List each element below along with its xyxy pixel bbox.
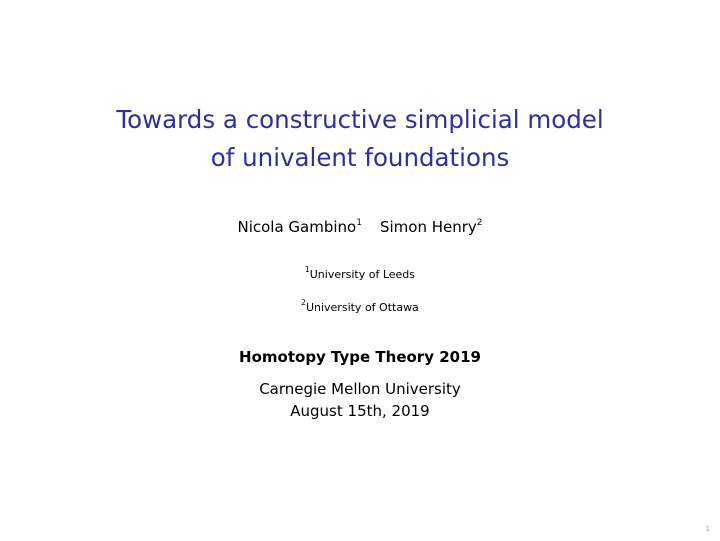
slide-title [0, 101, 720, 177]
affiliation-ottawa [0, 298, 720, 315]
author-name: Simon Henry [379, 218, 477, 236]
event-name: Homotopy Type Theory 2019 [239, 348, 481, 366]
author-henry [380, 216, 483, 238]
page-number: 1 [705, 525, 710, 533]
affiliation-mark: 2 [301, 298, 306, 308]
author-gambino [237, 216, 361, 238]
affiliation-mark: 1 [356, 218, 362, 228]
venue-block [0, 378, 720, 422]
title-line-1: Towards a constructive simplicial model [116, 105, 604, 134]
author-list [0, 216, 720, 238]
venue-date: August 15th, 2019 [290, 402, 430, 420]
venue-institution: Carnegie Mellon University [259, 380, 461, 398]
affiliation-mark: 1 [304, 265, 310, 275]
affiliation-mark: 2 [476, 218, 483, 228]
affiliation-leeds [0, 265, 720, 282]
affiliation-name: University of Leeds [309, 268, 416, 281]
title-line-2: of univalent foundations [210, 143, 510, 172]
author-name: Nicola Gambino [237, 218, 357, 236]
affiliation-name: University of Ottawa [305, 301, 419, 314]
